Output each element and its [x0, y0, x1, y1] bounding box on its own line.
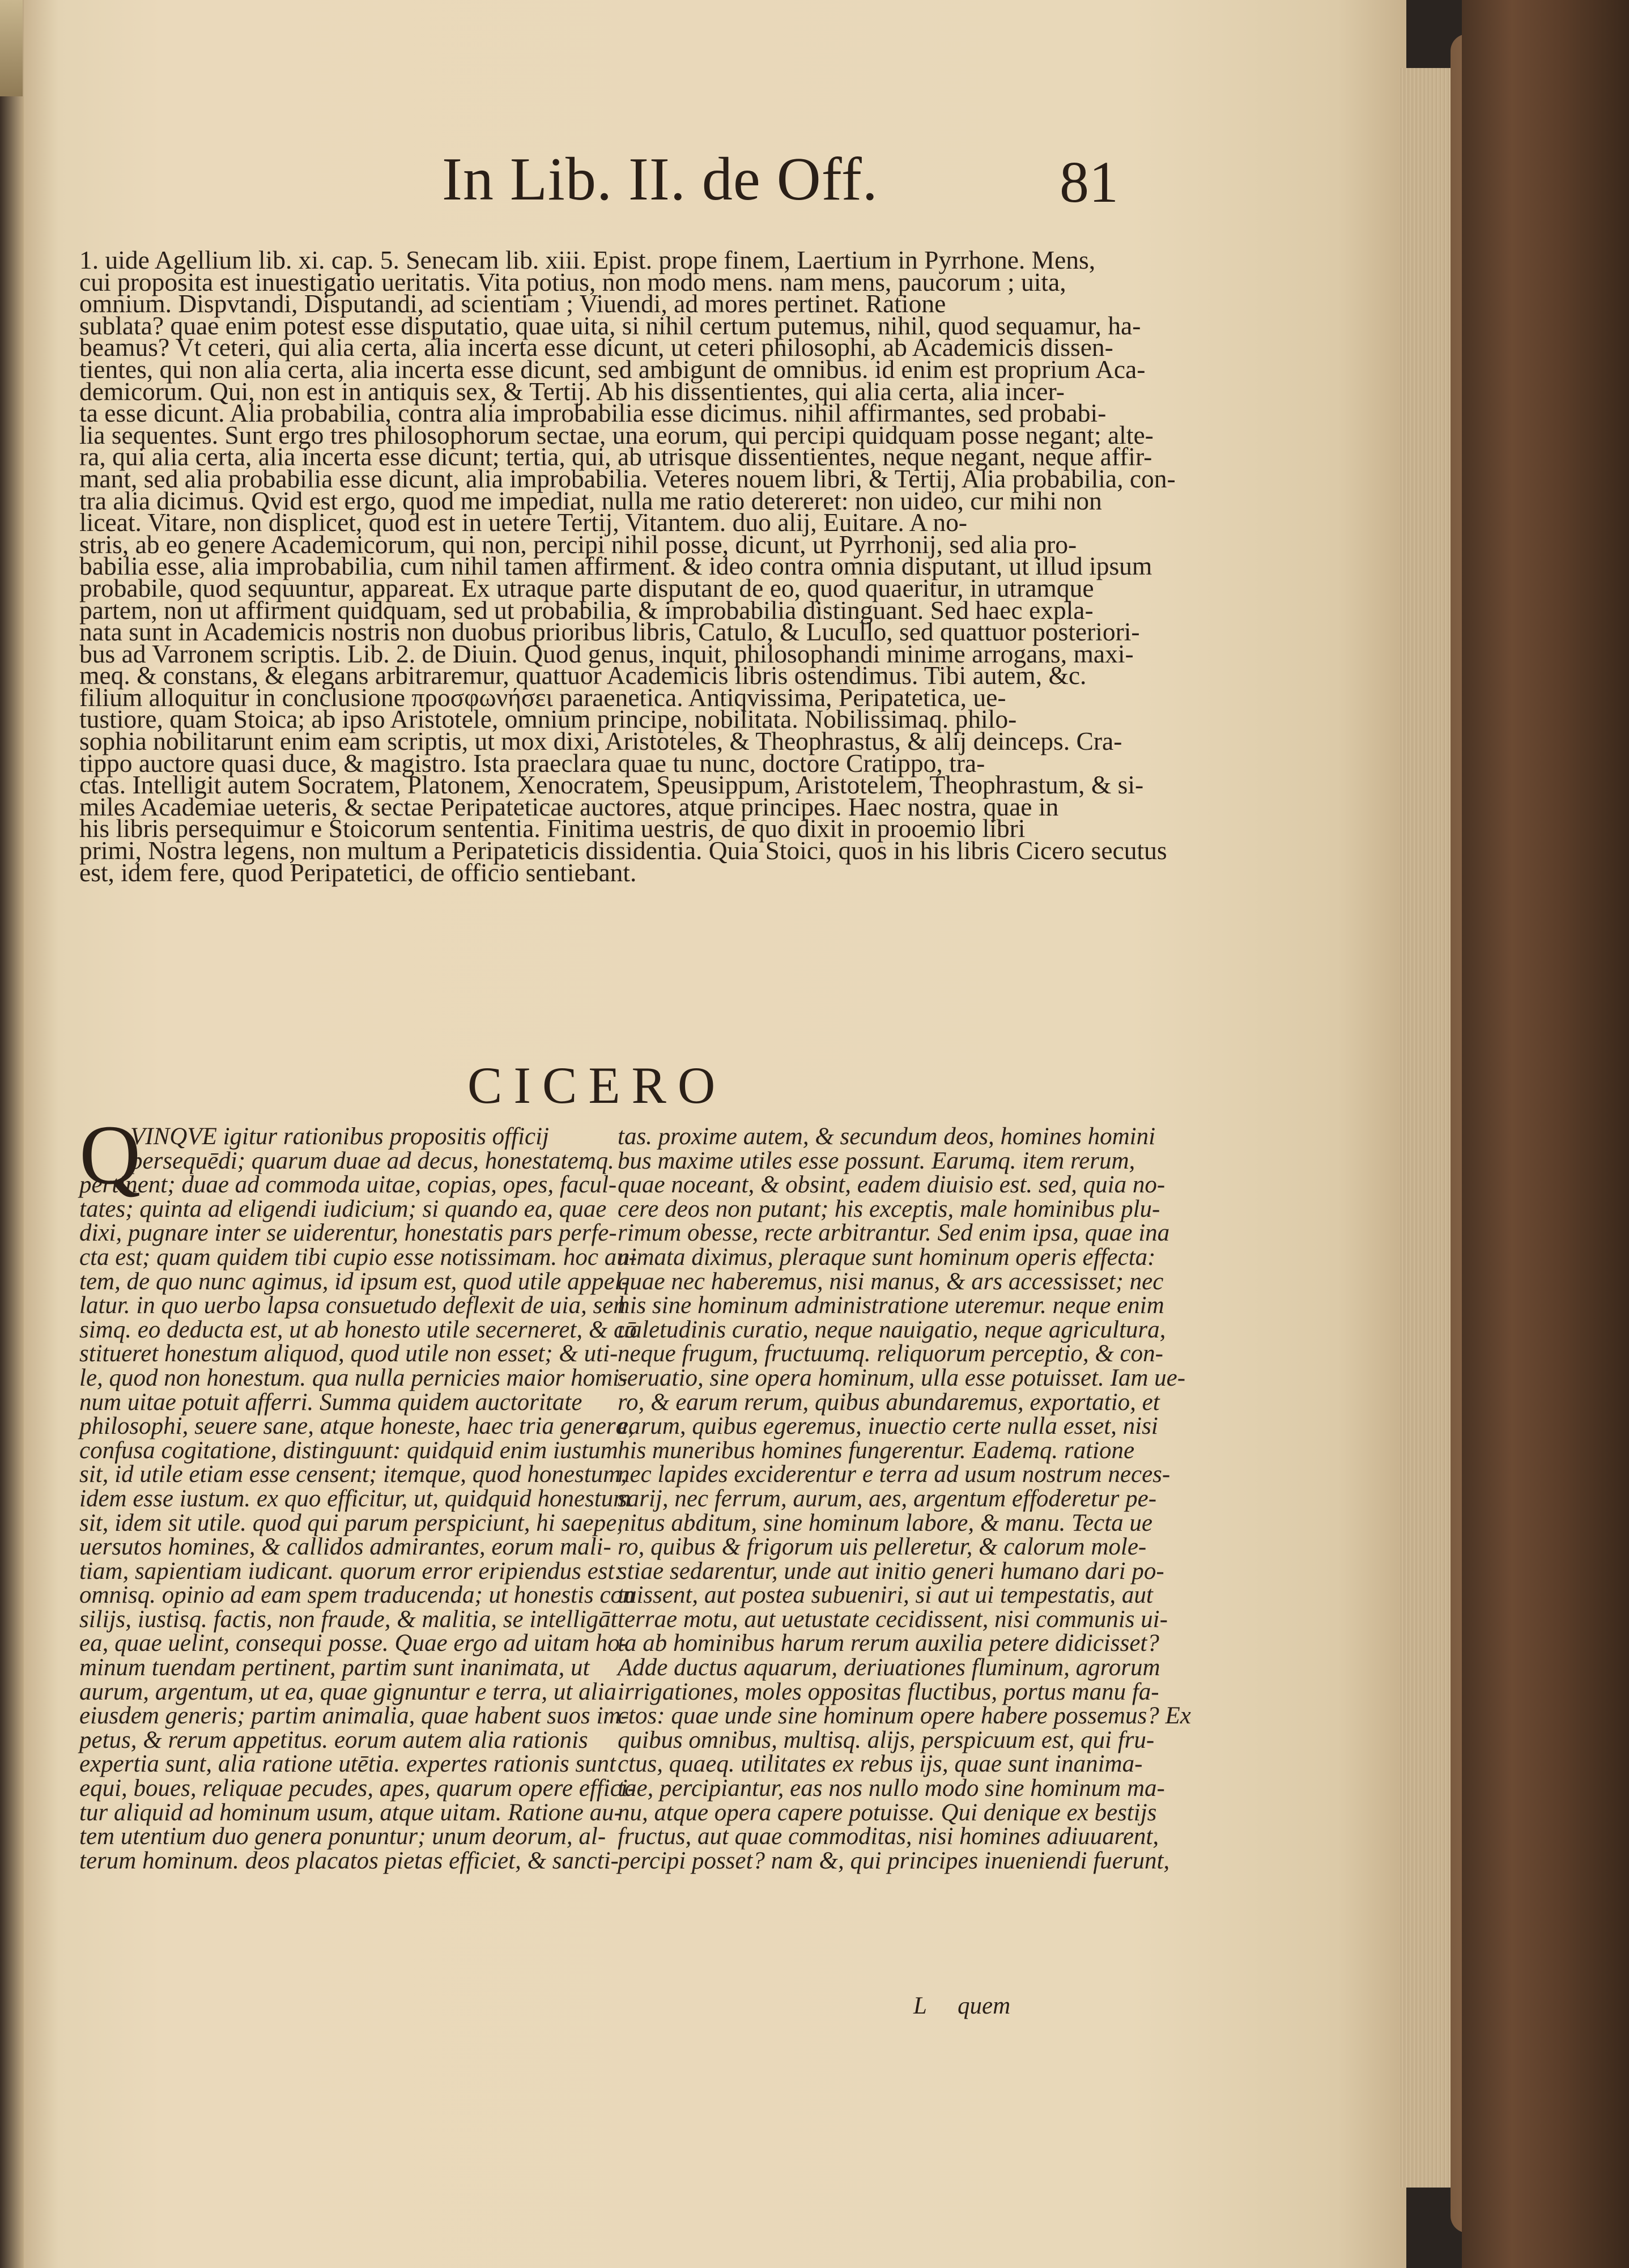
commentary-line: tientes, qui non alia certa, alia incerta esse dicunt, sed ambigunt de omnibus. id enim est proprium Aca- [79, 354, 1146, 384]
commentary-line: probabile, quod sequuntur, appareat. Ex utraque parte disputant de eo, quod quaeritur, in utramque [79, 573, 1094, 602]
text-line: omnisq. opinio ad eam spem traducenda; ut honestis con [79, 1582, 635, 1609]
text-line: his muneribus homines fungerentur. Eademq. ratione [618, 1437, 1135, 1464]
commentary-line: primi, Nostra legens, non multum a Peripateticis dissidentia. Quia Stoici, quos in his libris Cicero secutus [79, 836, 1167, 865]
commentary-line: babilia esse, alia improbabilia, cum nihil tamen affirment. & ideo contra omnia disputant, ut illud ipsum [79, 551, 1152, 581]
commentary-line: stris, ab eo genere Academicorum, qui non, percipi nihil posse, dicunt, ut Pyrrhonij, sed alia pro- [79, 529, 1077, 559]
page-number: 81 [1060, 150, 1118, 215]
drop-cap: Q [79, 1108, 141, 1202]
text-line: idem esse iustum. ex quo efficitur, ut, quidquid honestum [79, 1485, 631, 1512]
text-line: rimum obesse, recte arbitrantur. Sed enim ipsa, quae ina [618, 1220, 1170, 1247]
text-line: bus maxime utiles esse possunt. Earumq. item rerum, [618, 1147, 1135, 1174]
section-heading: CICERO [467, 1056, 727, 1114]
commentary-line: cui proposita est inuestigatio ueritatis. Vita potius, non modo mens. nam mens, paucorum ; uita, [79, 267, 1066, 296]
text-line: ctus, quaeq. utilitates ex rebus ijs, quae sunt inanima- [618, 1751, 1143, 1778]
text-line: ea, quae uelint, consequi posse. Quae ergo ad uitam ho- [79, 1630, 628, 1657]
commentary-line: demicorum. Qui, non est in antiquis sex, & Tertij. Ab his dissentientes, qui alia certa, alia incer- [79, 376, 1065, 406]
right-column [618, 1123, 1191, 1874]
commentary-line: 1. uide Agellium lib. xi. cap. 5. Senecam lib. xiii. Epist. prope finem, Laertium in Pyrrhone. Mens, [79, 245, 1096, 274]
commentary-line: miles Academiae ueteris, & sectae Peripateticae auctores, atque principes. Haec nostra, quae in [79, 792, 1059, 821]
commentary-line: liceat. Vitare, non displicet, quod est in uetere Tertij, Vitantem. duo alij, Euitare. A no- [79, 508, 968, 537]
text-line: aurum, argentum, ut ea, quae gignuntur e terra, ut alia [79, 1678, 616, 1705]
commentary-line: ta esse dicunt. Alia probabilia, contra alia improbabilia esse dicimus. nihil affirmantes, sed probabi- [79, 398, 1107, 428]
commentary-line: meq. & constans, & elegans arbitraremur, quattuor Academicis libris ostendimus. Tibi autem, &c. [79, 661, 1087, 690]
text-line: nimata diximus, pleraque sunt hominum operis effecta: [618, 1243, 1156, 1271]
text-line: tur aliquid ad hominum usum, atque uitam. Ratione au- [79, 1799, 622, 1826]
signature-mark: L [913, 1993, 927, 2019]
text-line: ta ab hominibus harum rerum auxilia petere didicisset? [618, 1630, 1159, 1657]
text-line: sit, idem sit utile. quod qui parum perspiciunt, hi saepe, [79, 1509, 623, 1536]
commentary-line: est, idem fere, quod Peripatetici, de officio sentiebant. [79, 857, 637, 887]
text-line: seruatio, sine opera hominum, ulla esse potuisset. Iam ue- [618, 1364, 1186, 1391]
text-line: nu, atque opera capere potuisse. Qui denique ex bestijs [618, 1799, 1157, 1826]
text-line: tuissent, aut postea subueniri, si aut ui tempestatis, aut [618, 1582, 1153, 1609]
text-line: tem, de quo nunc agimus, id ipsum est, quod utile appel- [79, 1268, 630, 1295]
text-line: uersutos homines, & callidos admirantes, eorum mali- [79, 1534, 611, 1561]
text-line: percipi posset? nam &, qui principes inueniendi fuerunt, [618, 1847, 1170, 1874]
text-line: dixi, pugnare inter se uiderentur, honestatis pars perfe- [79, 1220, 617, 1247]
text-line: ctos: quae unde sine hominum opere habere possemus? Ex [618, 1702, 1191, 1730]
commentary-line: his libris persequimur e Stoicorum sententia. Finitima uestris, de quo dixit in prooemio libri [79, 814, 1026, 843]
text-line: neque frugum, fructuumq. reliquorum perceptio, & con- [618, 1340, 1163, 1367]
text-line: ro, quibus & frigorum uis pelleretur, & calorum mole- [618, 1534, 1147, 1561]
catchword: quem [958, 1993, 1011, 2019]
text-line: his sine hominum administratione uteremur. neque enim [618, 1292, 1164, 1319]
text-line: quae noceant, & obsint, eadem diuisio est. sed, quia no- [618, 1171, 1166, 1199]
text-line: minum tuendam pertinent, partim sunt inanimata, ut [79, 1654, 590, 1681]
text-line: simq. eo deducta est, ut ab honesto utile secerneret, & cō [79, 1316, 637, 1343]
text-line: petus, & rerum appetitus. eorum autem alia rationis [79, 1726, 588, 1753]
text-line: num uitae potuit afferri. Summa quidem auctoritate [79, 1388, 582, 1416]
left-column [79, 1123, 637, 1874]
text-line: philosophi, seuere sane, atque honeste, haec tria genera, [79, 1413, 634, 1440]
commentary-line: ctas. Intelligit autem Socratem, Platonem, Xenocratem, Speusippum, Aristotelem, Theophrastum, & si- [79, 770, 1144, 800]
commentary-line: tra alia dicimus. Qvid est ergo, quod me impediat, nulla me ratio detereret: non uideo, cur mihi non [79, 486, 1102, 515]
text-line: cere deos non putant; his exceptis, male hominibus plu- [618, 1195, 1160, 1222]
text-line: fructus, aut quae commoditas, nisi homines adiuuarent, [618, 1823, 1159, 1850]
text-line: equi, boues, reliquae pecudes, apes, quarum opere effici- [79, 1775, 636, 1802]
commentary-line: filium alloquitur in conclusione προσφωνήσει paraenetica. Antiqvissima, Peripatetica, ue- [79, 682, 1006, 712]
text-line: tas. proxime autem, & secundum deos, homines homini [618, 1123, 1156, 1150]
running-header: In Lib. II. de Off. [442, 146, 878, 213]
commentary-line: sublata? quae enim potest esse disputatio, quae uita, si nihil certum putemus, nihil, quod sequamur, ha- [79, 311, 1141, 340]
text-line: terum hominum. deos placatos pietas efficiet, & sancti- [79, 1847, 619, 1874]
text-line: quibus omnibus, multisq. alijs, perspicuum est, qui fru- [618, 1726, 1155, 1753]
text-line: confusa cogitatione, distinguunt: quidquid enim iustum [79, 1437, 618, 1464]
text-line: le, quod non honestum. qua nulla pernicies maior homi- [79, 1364, 628, 1391]
text-line: sit, id utile etiam esse censent; itemque, quod honestum, [79, 1461, 627, 1488]
commentary-line: bus ad Varronem scriptis. Lib. 2. de Diuin. Quod genus, inquit, philosophandi minime arrogans, maxi- [79, 639, 1134, 668]
text-line: tates; quinta ad eligendi iudicium; si quando ea, quae [79, 1195, 607, 1222]
commentary-line: sophia nobilitarunt enim eam scriptis, ut mox dixi, Aristoteles, & Theophrastus, & alij deinceps. Cra- [79, 727, 1122, 756]
commentary-line: ra, qui alia certa, alia incerta esse dicunt; tertia, qui, ab utrisque dissentientes, neque negant, neque affir- [79, 442, 1152, 472]
text-line: tem utentium duo genera ponuntur; unum deorum, al- [79, 1823, 606, 1850]
text-line: stiae sedarentur, unde aut initio generi humano dari po- [618, 1557, 1164, 1585]
commentary-line: omnium. Dispvtandi, Disputandi, ad scientiam ; Viuendi, ad mores pertinet. Ratione [79, 289, 946, 318]
text-line: latur. in quo uerbo lapsa consuetudo deflexit de uia, sen [79, 1292, 626, 1319]
commentary-line: tippo auctore quasi duce, & magistro. Ista praeclara quae tu nunc, doctore Cratippo, tra- [79, 748, 985, 778]
text-line: silijs, iustisq. factis, non fraude, & malitia, se intelligāt [79, 1606, 618, 1633]
commentary-block [79, 245, 1176, 887]
text-line: terrae motu, aut uetustate cecidissent, nisi communis ui- [618, 1606, 1168, 1633]
text-line: persequēdi; quarum duae ad decus, honestatemq. [130, 1147, 614, 1174]
text-line: pertinent; duae ad commoda uitae, copias, opes, facul- [79, 1171, 617, 1199]
commentary-line: lia sequentes. Sunt ergo tres philosophorum sectae, una eorum, qui percipi quidquam posse negant; alte- [79, 420, 1154, 449]
text-line: cta est; quam quidem tibi cupio esse notissimam. hoc au- [79, 1243, 637, 1271]
commentary-line: nata sunt in Academicis nostris non duobus prioribus libris, Catulo, & Lucullo, sed quattuor posteriori- [79, 617, 1140, 647]
text-line: irrigationes, moles oppositas fluctibus, portus manu fa- [618, 1678, 1159, 1705]
text-line: Adde ductus aquarum, deriuationes fluminum, agrorum [618, 1654, 1160, 1681]
commentary-line: tustiore, quam Stoica; ab ipso Aristotele, omnium principe, nobilitata. Nobilissimaq. philo- [79, 704, 1017, 734]
text-line: ro, & earum rerum, quibus abundaremus, exportatio, et [618, 1388, 1160, 1416]
text-line: earum, quibus egeremus, inuectio certe nulla esset, nisi [618, 1413, 1158, 1440]
text-line: VINQVE igitur rationibus propositis officij [130, 1123, 549, 1150]
text-line: quae nec haberemus, nisi manus, & ars accessisset; nec [618, 1268, 1164, 1295]
commentary-line: partem, non ut affirment quidquam, sed ut probabilia, & improbabilia distinguant. Sed haec expla- [79, 595, 1094, 625]
text-line: tae, percipiantur, eas nos nullo modo sine hominum ma- [618, 1775, 1165, 1802]
text-line: sarij, nec ferrum, aurum, aes, argentum effoderetur pe- [618, 1485, 1157, 1512]
text-line: stitueret honestum aliquod, quod utile non esset; & uti- [79, 1340, 618, 1367]
text-line: nitus abditum, sine hominum labore, & manu. Tecta ue [618, 1509, 1152, 1536]
text-line: nec lapides exciderentur e terra ad usum nostrum neces- [618, 1461, 1171, 1488]
text-line: ualetudinis curatio, neque nauigatio, neque agricultura, [618, 1316, 1166, 1343]
text-line: tiam, sapientiam iudicant. quorum error eripiendus est: [79, 1557, 623, 1585]
commentary-line: mant, sed alia probabilia esse dicunt, alia improbabilia. Veteres nouem libri, & Tertij, Alia probabilia, con- [79, 464, 1176, 493]
text-line: eiusdem generis; partim animalia, quae habent suos im- [79, 1702, 629, 1730]
text-line: expertia sunt, alia ratione utētia. expertes rationis sunt [79, 1751, 616, 1778]
commentary-line: beamus? Vt ceteri, qui alia certa, alia incerta esse dicunt, ut ceteri philosophi, ab Academicis dissen- [79, 333, 1113, 362]
